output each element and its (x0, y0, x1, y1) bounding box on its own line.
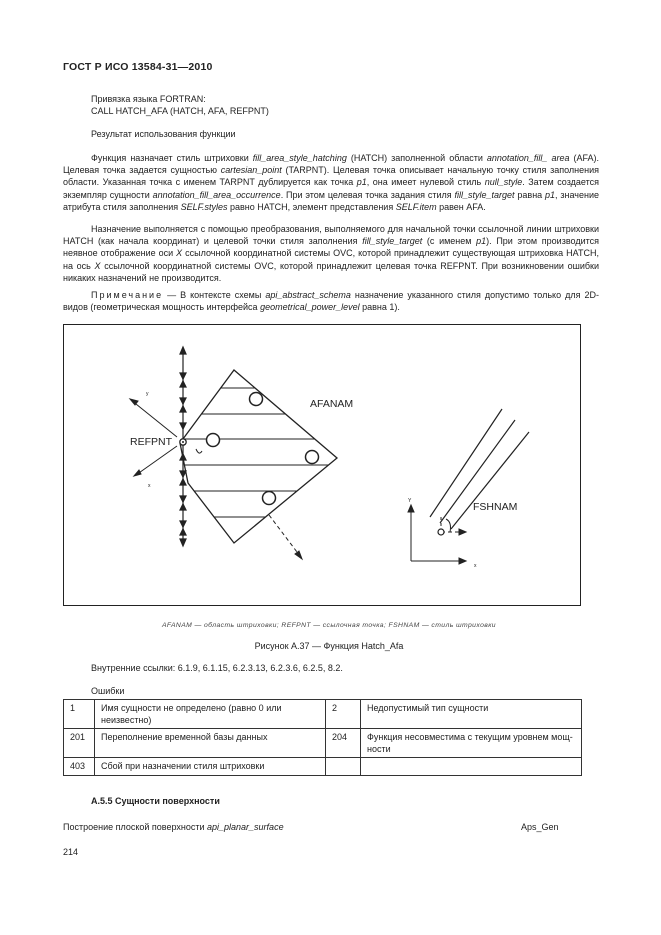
internal-references: Внутренние ссылки: 6.1.9, 6.1.15, 6.2.3.13, 6.2.3.6, 6.2.5, 8.2. (91, 663, 343, 673)
error-text: Функция несовместима с текущим уровнем мощности (361, 729, 582, 758)
refpnt-center-dot (182, 441, 184, 443)
hatch-point-icon (250, 393, 263, 406)
surface-description: Построение плоской поверхности api_planar_surface (63, 822, 284, 832)
binding-language: Привязка языка FORTRAN: (91, 94, 206, 104)
label-axis-x-right: x (474, 563, 477, 569)
error-text: Имя сущности не определено (равно 0 или неизвестно) (95, 700, 326, 729)
error-text: Недопустимый тип сущности (361, 700, 582, 729)
binding-call: CALL HATCH_AFA (HATCH, AFA, REFPNT) (91, 106, 269, 116)
error-text (361, 758, 582, 776)
figure-legend: AFANAM — область штриховки; REFPNT — ссылочная точка; FSHNAM — стиль штриховки (162, 622, 496, 629)
label-axis-y-right: Y (408, 498, 412, 504)
hatch-point-icon (306, 451, 319, 464)
error-code: 2 (326, 700, 361, 729)
document-header: ГОСТ Р ИСО 13584-31—2010 (63, 61, 213, 73)
paragraph-function: Функция назначает стиль штриховки fill_area_style_hatching (HATCH) заполненной области annotation_fill_ area (AFA). Целевая точка задается сущностью cartesian_point (TARPNT). Целевая точка описывает начальную точку стиля заполнения области. Указанная точка с именем TARPNT дублируется как точка p1, она имеет нулевой стиль null_style. Затем создается экземпляр сущности annotation_fill_area_occurrence. При этом целевая точка задания стиля fill_style_target равна p1, значение атрибута стиля заполнения SELF.styles равно HATCH, элемент представления SELF.item равен AFA. (63, 153, 599, 212)
table-row (64, 729, 582, 758)
error-code (326, 758, 361, 776)
table-row (64, 758, 582, 776)
error-code: 201 (64, 729, 95, 758)
error-code: 204 (326, 729, 361, 758)
result-heading: Результат использования функции (91, 129, 236, 139)
label-axis-y-left: y (146, 391, 149, 397)
hatch-point-icon (207, 434, 220, 447)
label-axis-x-left: x (148, 483, 151, 489)
label-fshnam: FSHNAM (473, 501, 518, 513)
note-paragraph: Примечание — В контексте схемы api_abstract_schema назначение указанного стиля допустимо только для 2D-видов (геометрическая мощность интерфейса geometrical_power_level равна 1). (63, 290, 599, 313)
hatch-point-icon (263, 492, 276, 505)
error-code: 403 (64, 758, 95, 776)
dashed-direction-arrow (269, 515, 302, 559)
table-row (64, 700, 582, 729)
label-afanam: AFANAM (310, 398, 354, 410)
error-text: Переполнение временной базы данных (95, 729, 326, 758)
fshnam-axes (408, 505, 466, 564)
fshnam-origin-icon (438, 529, 444, 535)
note-label: Примечание (91, 290, 164, 300)
section-heading: А.5.5 Сущности поверхности (91, 796, 220, 806)
hatch-afa-diagram (64, 325, 580, 605)
figure-frame (63, 324, 581, 606)
figure-caption: Рисунок А.37 — Функция Hatch_Afa (254, 641, 404, 651)
error-text: Сбой при назначении стиля штриховки (95, 758, 326, 776)
errors-heading: Ошибки (91, 686, 125, 696)
paragraph-assignment: Назначение выполняется с помощью преобразования, выполняемого для начальной точки ссылочной линии штриховки HATCH (как начала координат) и целевой точки стиля заполнения fill_style_target (с именем p1). При этом производится неявное отображение оси X ссылочной координатной системы OVC, которой принадлежит существующая штриховка HATCH, на ось X ссылочной координатной системы OVC, которой принадлежит целевая точка REFPNT. При возникновении ошибки никаких назначений не производится. (63, 224, 600, 283)
surface-function-name: Aps_Gen (521, 822, 559, 832)
page-number: 214 (63, 847, 79, 857)
error-code: 1 (64, 700, 95, 729)
errors-table (63, 699, 582, 776)
label-refpnt: REFPNT (130, 436, 172, 448)
